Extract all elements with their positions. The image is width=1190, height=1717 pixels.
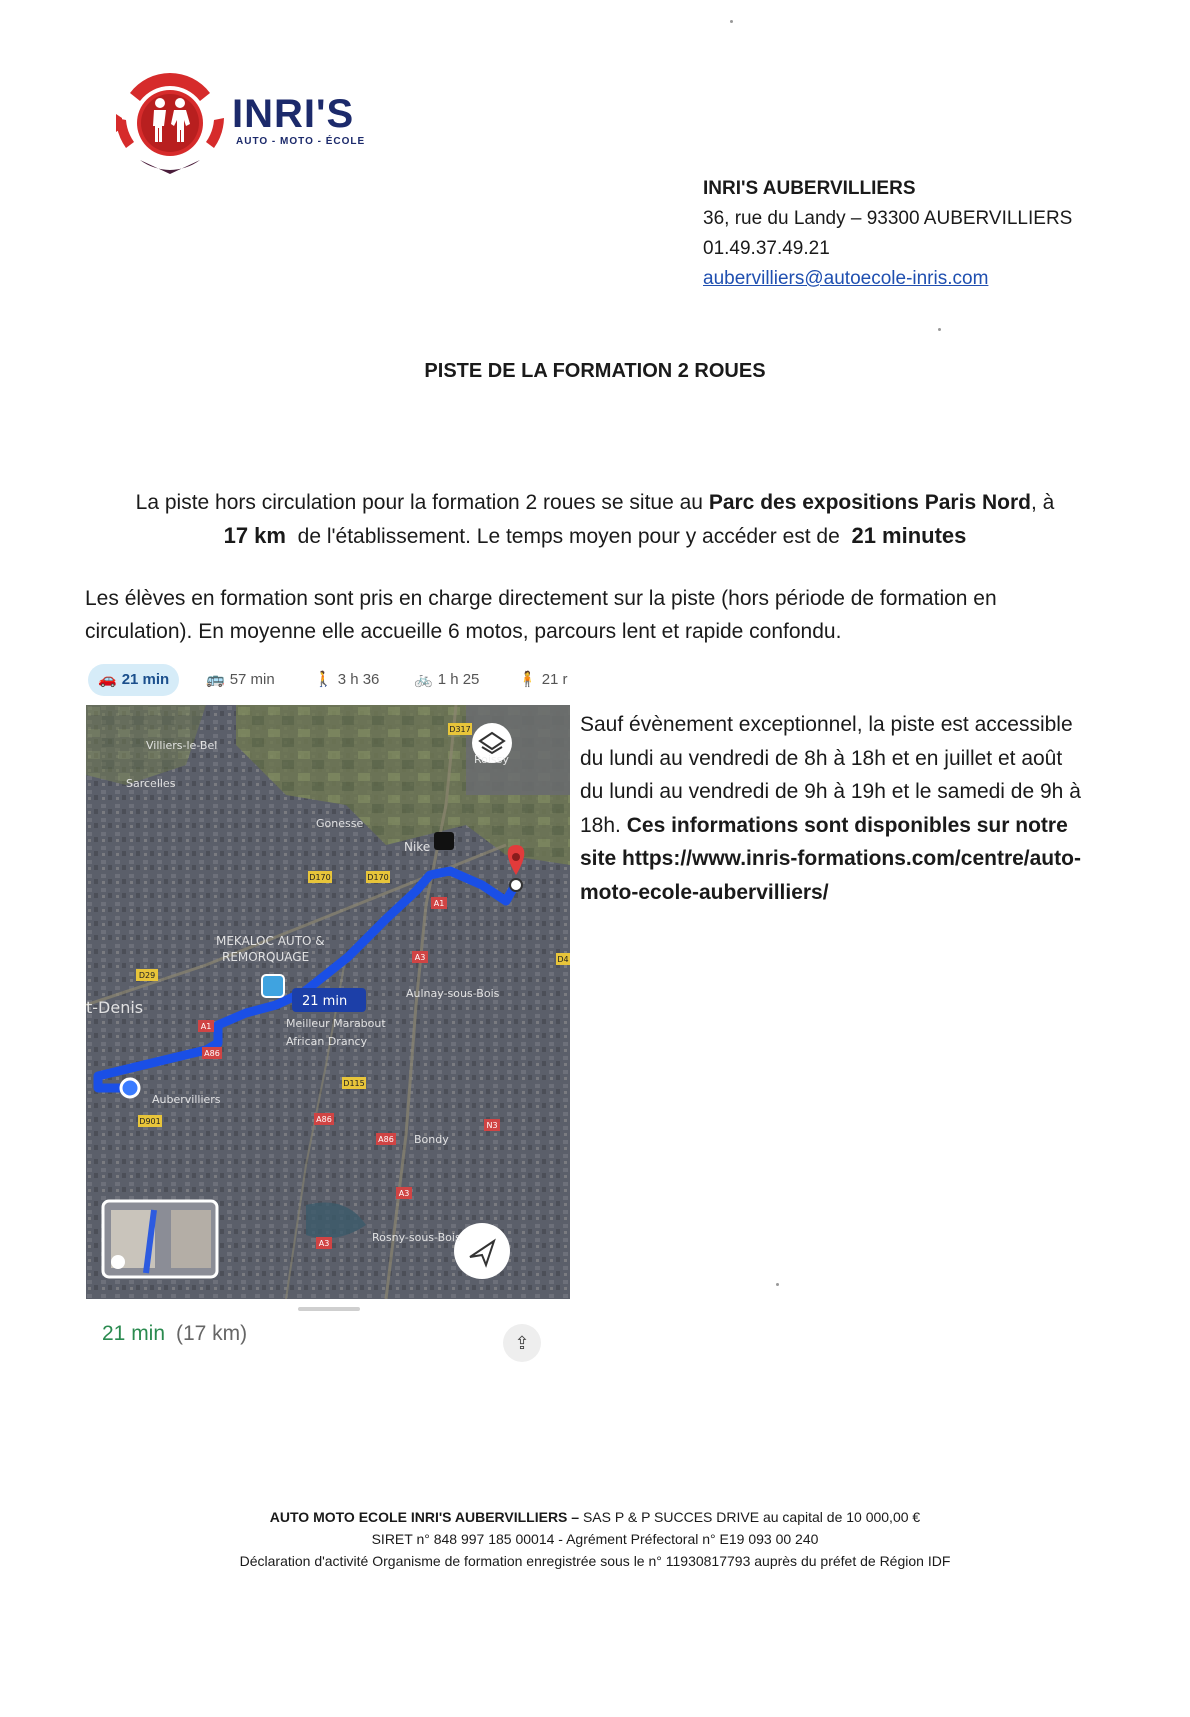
street-view-icon: [111, 1255, 125, 1269]
map-place-label: Sarcelles: [126, 777, 176, 790]
email-link[interactable]: aubervilliers@autoecole-inris.com: [703, 268, 989, 289]
road-shield-label: D170: [367, 873, 389, 882]
opening-hours-plain: Sauf évènement exceptionnel, la piste est accessible du lundi au vendredi de 8h à 18h et en juillet et août du lundi au vendredi de 9h à 19h et le samedi de 9h à 18h.: [580, 713, 1081, 837]
intro-text-1: La piste hors circulation pour la formation 2 roues se situe au: [135, 491, 709, 514]
road-shield-label: A1: [200, 1022, 212, 1031]
intro-text-2: , à: [1030, 491, 1055, 514]
car-icon: 🚗: [98, 671, 117, 688]
scan-speck: [730, 20, 733, 23]
map-place-label: MEKALOC AUTO &: [216, 934, 325, 948]
road-shield-label: A3: [398, 1189, 410, 1198]
share-icon: ⇪: [514, 1333, 530, 1353]
map-place-label: African Drancy: [286, 1035, 368, 1048]
pickup-paragraph: Les élèves en formation sont pris en charge directement sur la piste (hors période de formation en circulation). En moyenne elle accueille 6 motos, parcours lent et rapide confondu.: [85, 587, 997, 643]
scan-speck: [776, 1283, 779, 1286]
rideshare-icon: 🧍: [518, 671, 537, 688]
mode-bus-label: 57 min: [229, 671, 275, 688]
road-shield-label: A3: [318, 1239, 330, 1248]
map-place-label: Bondy: [414, 1133, 449, 1146]
map-place-label: Meilleur Marabout: [286, 1017, 386, 1030]
route-map[interactable]: [86, 705, 570, 1299]
opening-hours-text: [580, 708, 1085, 909]
map-place-label: Rosny-sous-Bois: [372, 1231, 461, 1244]
road-shield-label: D901: [139, 1117, 161, 1126]
road-shield-label: D115: [343, 1079, 365, 1088]
map-place-label: Nike: [404, 840, 431, 854]
mode-walk[interactable]: [314, 664, 379, 696]
road-shield-label: D29: [138, 971, 156, 980]
map-place-label: t-Denis: [86, 998, 144, 1017]
school-name: INRI'S AUBERVILLIERS: [703, 178, 916, 199]
road-shield-label: A1: [433, 899, 445, 908]
walk-icon: 🚶: [314, 671, 333, 688]
scan-speck: [938, 328, 941, 331]
mode-walk-label: 3 h 36: [337, 671, 380, 688]
route-time: 21 min: [102, 1322, 166, 1345]
intro-distance: 17 km: [223, 523, 286, 548]
footer-declaration: Déclaration d'activité Organisme de formation enregistrée sous le n° 11930817793 auprès du préfet de Région IDF: [239, 1553, 951, 1569]
page-title: PISTE DE LA FORMATION 2 ROUES: [424, 360, 766, 382]
address-block: [703, 174, 1072, 294]
intro-paragraph: [100, 486, 1090, 553]
mode-car[interactable]: [88, 664, 179, 696]
map-place-label: Roissy: [474, 753, 509, 766]
intro-place: Parc des expositions Paris Nord: [708, 491, 1031, 514]
map-place-label: Villiers-le-Bel: [146, 739, 218, 752]
road-shield-label: D4: [557, 955, 569, 964]
bike-icon: 🚲: [414, 671, 433, 688]
bus-icon: 🚌: [206, 671, 225, 688]
logo-wordmark: INRI'S: [232, 92, 355, 136]
mode-rideshare-label: 21 r: [541, 671, 568, 688]
share-button[interactable]: [503, 1324, 541, 1362]
parking-icon: [262, 975, 284, 997]
mode-bus[interactable]: [206, 664, 275, 696]
map-place-label: REMORQUAGE: [222, 950, 310, 964]
road-shield-label: N3: [486, 1121, 498, 1130]
transport-mode-bar: [88, 664, 578, 700]
mode-car-label: 21 min: [121, 671, 170, 688]
store-marker-icon: [434, 832, 454, 850]
footer-company: AUTO MOTO ECOLE INRI'S AUBERVILLIERS –: [269, 1509, 583, 1525]
route-distance: (17 km): [176, 1322, 248, 1345]
map-place-label: Aulnay-sous-Bois: [406, 987, 500, 1000]
route-bubble-label: 21 min: [302, 994, 348, 1009]
website-info: Ces informations sont disponibles sur notre site https://www.inris-formations.com/centre/auto-moto-ecole-aubervilliers/: [580, 813, 1081, 904]
logo-tagline: AUTO - MOTO - ÉCOLE: [236, 136, 366, 147]
intro-duration: 21 minutes: [851, 523, 967, 548]
intro-text-3: de l'établissement. Le temps moyen pour y accéder est de: [297, 525, 840, 548]
sheet-handle[interactable]: [298, 1307, 360, 1311]
footer-siret: SIRET n° 848 997 185 00014 - Agrément Préfectoral n° E19 093 00 240: [371, 1531, 819, 1547]
mode-bike-label: 1 h 25: [437, 671, 480, 688]
road-shield-label: A86: [378, 1135, 394, 1144]
mode-rideshare[interactable]: [518, 664, 568, 696]
road-shield-label: A86: [316, 1115, 332, 1124]
road-shield-label: D170: [309, 873, 331, 882]
start-marker[interactable]: [121, 1079, 139, 1097]
footer-capital: SAS P & P SUCCES DRIVE au capital de 10 000,00 €: [582, 1509, 921, 1525]
road-shield-label: A86: [204, 1049, 220, 1058]
road-shield-label: D317: [449, 725, 471, 734]
recenter-button[interactable]: [454, 1223, 510, 1279]
map-place-label: Aubervilliers: [152, 1093, 221, 1106]
mode-bike[interactable]: [414, 664, 479, 696]
map-place-label: Gonesse: [316, 817, 364, 830]
street-address: 36, rue du Landy – 93300 AUBERVILLIERS: [703, 208, 1073, 229]
legal-footer: [0, 1506, 1190, 1572]
phone-number: 01.49.37.49.21: [703, 238, 830, 259]
road-shield-label: A3: [414, 953, 426, 962]
